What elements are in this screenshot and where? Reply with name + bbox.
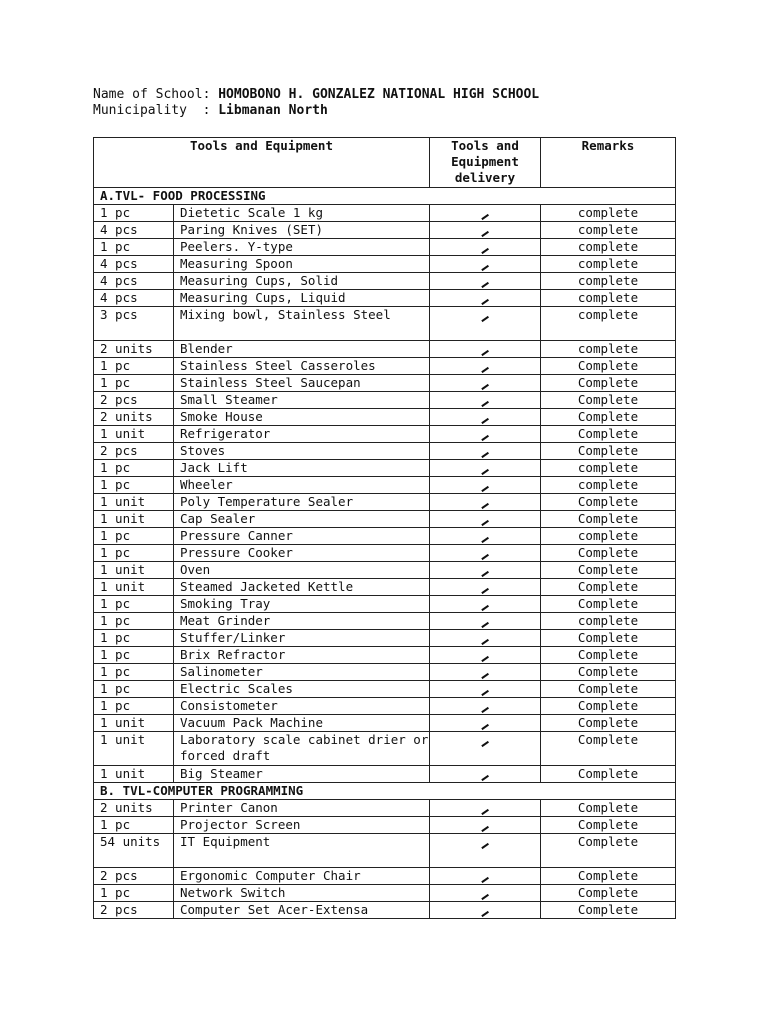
delivery-cell (430, 562, 541, 579)
quantity-cell: 2 pcs (94, 868, 174, 885)
quantity-cell: 1 unit (94, 426, 174, 443)
check-mark-icon (481, 621, 488, 627)
column-header-tools: Tools and Equipment (94, 138, 430, 188)
item-cell: Projector Screen (174, 817, 430, 834)
table-row (94, 613, 676, 630)
check-mark-icon (481, 587, 488, 593)
item-cell: Salinometer (174, 664, 430, 681)
table-row (94, 273, 676, 290)
table-row (94, 528, 676, 545)
quantity-cell: 1 pc (94, 205, 174, 222)
check-mark-icon (481, 604, 488, 610)
remarks-cell: Complete (541, 715, 676, 732)
quantity-cell: 1 pc (94, 647, 174, 664)
table-row (94, 596, 676, 613)
quantity-cell: 4 pcs (94, 290, 174, 307)
delivery-cell (430, 256, 541, 273)
delivery-cell (430, 426, 541, 443)
delivery-cell (430, 630, 541, 647)
item-cell: Network Switch (174, 885, 430, 902)
quantity-cell: 1 unit (94, 766, 174, 783)
table-row (94, 477, 676, 494)
delivery-cell (430, 613, 541, 630)
item-cell: Printer Canon (174, 800, 430, 817)
check-mark-icon (481, 893, 488, 899)
item-cell: Small Steamer (174, 392, 430, 409)
delivery-cell (430, 715, 541, 732)
delivery-cell (430, 834, 541, 868)
remarks-cell: complete (541, 256, 676, 273)
table-row (94, 579, 676, 596)
remarks-cell: Complete (541, 443, 676, 460)
remarks-cell: Complete (541, 426, 676, 443)
remarks-cell: Complete (541, 834, 676, 868)
municipality-label: Municipality : (93, 103, 211, 118)
column-header-delivery: Tools and Equipment delivery (430, 138, 541, 188)
section-row (94, 188, 676, 205)
remarks-cell: Complete (541, 494, 676, 511)
item-cell: Dietetic Scale 1 kg (174, 205, 430, 222)
item-cell: Wheeler (174, 477, 430, 494)
remarks-cell: Complete (541, 596, 676, 613)
quantity-cell: 2 units (94, 409, 174, 426)
remarks-cell: complete (541, 341, 676, 358)
remarks-cell: Complete (541, 800, 676, 817)
quantity-cell: 1 pc (94, 630, 174, 647)
table-row (94, 511, 676, 528)
item-cell: Pressure Canner (174, 528, 430, 545)
item-cell: Meat Grinder (174, 613, 430, 630)
delivery-cell (430, 222, 541, 239)
remarks-cell: Complete (541, 681, 676, 698)
item-cell: Mixing bowl, Stainless Steel (174, 307, 430, 341)
delivery-cell (430, 477, 541, 494)
remarks-cell: complete (541, 205, 676, 222)
check-mark-icon (481, 655, 488, 661)
remarks-cell: Complete (541, 698, 676, 715)
quantity-cell: 3 pcs (94, 307, 174, 341)
table-row (94, 800, 676, 817)
quantity-cell: 1 unit (94, 715, 174, 732)
check-mark-icon (481, 349, 488, 355)
delivery-cell (430, 681, 541, 698)
item-cell: Cap Sealer (174, 511, 430, 528)
remarks-cell: Complete (541, 562, 676, 579)
remarks-cell: complete (541, 477, 676, 494)
remarks-cell: complete (541, 222, 676, 239)
delivery-cell (430, 647, 541, 664)
quantity-cell: 1 pc (94, 239, 174, 256)
delivery-cell (430, 545, 541, 562)
check-mark-icon (481, 468, 488, 474)
remarks-cell: Complete (541, 358, 676, 375)
remarks-cell: Complete (541, 817, 676, 834)
check-mark-icon (481, 910, 488, 916)
table-row (94, 205, 676, 222)
quantity-cell: 1 pc (94, 477, 174, 494)
delivery-cell (430, 205, 541, 222)
check-mark-icon (481, 536, 488, 542)
table-row (94, 647, 676, 664)
check-mark-icon (481, 553, 488, 559)
delivery-cell (430, 868, 541, 885)
quantity-cell: 1 pc (94, 613, 174, 630)
delivery-cell (430, 375, 541, 392)
item-cell: Ergonomic Computer Chair (174, 868, 430, 885)
quantity-cell: 1 pc (94, 664, 174, 681)
item-cell: Measuring Cups, Solid (174, 273, 430, 290)
remarks-cell: Complete (541, 409, 676, 426)
delivery-cell (430, 409, 541, 426)
quantity-cell: 2 pcs (94, 443, 174, 460)
quantity-cell: 1 pc (94, 681, 174, 698)
equipment-table-body (94, 138, 676, 919)
check-mark-icon (481, 808, 488, 814)
check-mark-icon (481, 417, 488, 423)
quantity-cell: 1 unit (94, 732, 174, 766)
table-row (94, 290, 676, 307)
item-cell: IT Equipment (174, 834, 430, 868)
table-row (94, 426, 676, 443)
delivery-cell (430, 732, 541, 766)
municipality-name: Libmanan North (218, 103, 328, 118)
check-mark-icon (481, 434, 488, 440)
item-cell: Stoves (174, 443, 430, 460)
item-cell: Electric Scales (174, 681, 430, 698)
quantity-cell: 1 pc (94, 358, 174, 375)
check-mark-icon (481, 213, 488, 219)
delivery-cell (430, 800, 541, 817)
table-row (94, 885, 676, 902)
item-cell: Stuffer/Linker (174, 630, 430, 647)
table-row (94, 256, 676, 273)
section-title: B. TVL-COMPUTER PROGRAMMING (94, 783, 676, 800)
check-mark-icon (481, 825, 488, 831)
delivery-cell (430, 511, 541, 528)
table-row (94, 732, 676, 766)
check-mark-icon (481, 298, 488, 304)
remarks-cell: Complete (541, 732, 676, 766)
check-mark-icon (481, 723, 488, 729)
quantity-cell: 2 units (94, 341, 174, 358)
table-row (94, 698, 676, 715)
item-cell: Steamed Jacketed Kettle (174, 579, 430, 596)
delivery-cell (430, 392, 541, 409)
remarks-cell: Complete (541, 664, 676, 681)
quantity-cell: 1 pc (94, 460, 174, 477)
check-mark-icon (481, 570, 488, 576)
item-cell: Refrigerator (174, 426, 430, 443)
item-cell: Vacuum Pack Machine (174, 715, 430, 732)
delivery-cell (430, 443, 541, 460)
quantity-cell: 1 pc (94, 885, 174, 902)
item-cell: Peelers. Y-type (174, 239, 430, 256)
item-cell: Stainless Steel Saucepan (174, 375, 430, 392)
table-row (94, 681, 676, 698)
quantity-cell: 2 pcs (94, 392, 174, 409)
quantity-cell: 4 pcs (94, 222, 174, 239)
equipment-table (93, 137, 676, 919)
school-name: HOMOBONO H. GONZALEZ NATIONAL HIGH SCHOOL (218, 87, 540, 102)
check-mark-icon (481, 774, 488, 780)
quantity-cell: 1 pc (94, 375, 174, 392)
check-mark-icon (481, 400, 488, 406)
table-row (94, 392, 676, 409)
table-row (94, 834, 676, 868)
check-mark-icon (481, 451, 488, 457)
check-mark-icon (481, 230, 488, 236)
table-row (94, 664, 676, 681)
section-row (94, 783, 676, 800)
table-row (94, 715, 676, 732)
table-row (94, 341, 676, 358)
remarks-cell: Complete (541, 647, 676, 664)
quantity-cell: 2 pcs (94, 902, 174, 919)
delivery-cell (430, 494, 541, 511)
check-mark-icon (481, 689, 488, 695)
remarks-cell: complete (541, 307, 676, 341)
column-header-remarks: Remarks (541, 138, 676, 188)
item-cell: Jack Lift (174, 460, 430, 477)
table-row (94, 868, 676, 885)
item-cell: Stainless Steel Casseroles (174, 358, 430, 375)
check-mark-icon (481, 842, 488, 848)
check-mark-icon (481, 315, 488, 321)
check-mark-icon (481, 638, 488, 644)
table-row (94, 460, 676, 477)
delivery-cell (430, 596, 541, 613)
check-mark-icon (481, 740, 488, 746)
check-mark-icon (481, 502, 488, 508)
remarks-cell: complete (541, 613, 676, 630)
quantity-cell: 1 unit (94, 511, 174, 528)
item-cell: Oven (174, 562, 430, 579)
table-row (94, 222, 676, 239)
table-row (94, 562, 676, 579)
delivery-cell (430, 239, 541, 256)
table-row (94, 630, 676, 647)
delivery-cell (430, 817, 541, 834)
delivery-cell (430, 885, 541, 902)
delivery-cell (430, 579, 541, 596)
remarks-cell: complete (541, 290, 676, 307)
quantity-cell: 1 unit (94, 579, 174, 596)
remarks-cell: complete (541, 528, 676, 545)
section-title: A.TVL- FOOD PROCESSING (94, 188, 676, 205)
quantity-cell: 4 pcs (94, 273, 174, 290)
delivery-cell (430, 307, 541, 341)
quantity-cell: 1 pc (94, 528, 174, 545)
item-cell: Consistometer (174, 698, 430, 715)
delivery-cell (430, 902, 541, 919)
item-cell: Computer Set Acer-Extensa (174, 902, 430, 919)
check-mark-icon (481, 383, 488, 389)
remarks-cell: Complete (541, 766, 676, 783)
check-mark-icon (481, 672, 488, 678)
item-cell: Poly Temperature Sealer (174, 494, 430, 511)
remarks-cell: Complete (541, 885, 676, 902)
delivery-cell (430, 341, 541, 358)
table-row (94, 494, 676, 511)
check-mark-icon (481, 281, 488, 287)
remarks-cell: Complete (541, 579, 676, 596)
delivery-cell (430, 766, 541, 783)
table-row (94, 409, 676, 426)
table-row (94, 902, 676, 919)
item-cell: Measuring Cups, Liquid (174, 290, 430, 307)
quantity-cell: 1 unit (94, 562, 174, 579)
remarks-cell: Complete (541, 375, 676, 392)
table-row (94, 375, 676, 392)
document-header (93, 87, 539, 119)
item-cell: Paring Knives (SET) (174, 222, 430, 239)
table-row (94, 239, 676, 256)
quantity-cell: 1 pc (94, 545, 174, 562)
remarks-cell: Complete (541, 511, 676, 528)
check-mark-icon (481, 706, 488, 712)
delivery-cell (430, 664, 541, 681)
delivery-cell (430, 528, 541, 545)
table-row (94, 307, 676, 341)
table-row (94, 817, 676, 834)
check-mark-icon (481, 519, 488, 525)
table-row (94, 766, 676, 783)
quantity-cell: 1 pc (94, 596, 174, 613)
item-cell: Blender (174, 341, 430, 358)
delivery-cell (430, 290, 541, 307)
check-mark-icon (481, 247, 488, 253)
quantity-cell: 1 pc (94, 817, 174, 834)
delivery-cell (430, 460, 541, 477)
quantity-cell: 2 units (94, 800, 174, 817)
item-cell: Measuring Spoon (174, 256, 430, 273)
table-row (94, 545, 676, 562)
check-mark-icon (481, 876, 488, 882)
quantity-cell: 54 units (94, 834, 174, 868)
item-cell: Brix Refractor (174, 647, 430, 664)
check-mark-icon (481, 366, 488, 372)
remarks-cell: Complete (541, 392, 676, 409)
table-header-row (94, 138, 676, 188)
remarks-cell: complete (541, 273, 676, 290)
remarks-cell: complete (541, 460, 676, 477)
table-row (94, 443, 676, 460)
remarks-cell: Complete (541, 868, 676, 885)
check-mark-icon (481, 485, 488, 491)
school-label: Name of School: (93, 87, 211, 102)
item-cell: Laboratory scale cabinet drier or forced draft (174, 732, 430, 766)
delivery-cell (430, 273, 541, 290)
delivery-cell (430, 698, 541, 715)
quantity-cell: 1 pc (94, 698, 174, 715)
quantity-cell: 1 unit (94, 494, 174, 511)
item-cell: Smoke House (174, 409, 430, 426)
table-row (94, 358, 676, 375)
delivery-cell (430, 358, 541, 375)
quantity-cell: 4 pcs (94, 256, 174, 273)
item-cell: Smoking Tray (174, 596, 430, 613)
remarks-cell: Complete (541, 902, 676, 919)
check-mark-icon (481, 264, 488, 270)
remarks-cell: complete (541, 239, 676, 256)
remarks-cell: Complete (541, 545, 676, 562)
remarks-cell: Complete (541, 630, 676, 647)
item-cell: Big Steamer (174, 766, 430, 783)
item-cell: Pressure Cooker (174, 545, 430, 562)
